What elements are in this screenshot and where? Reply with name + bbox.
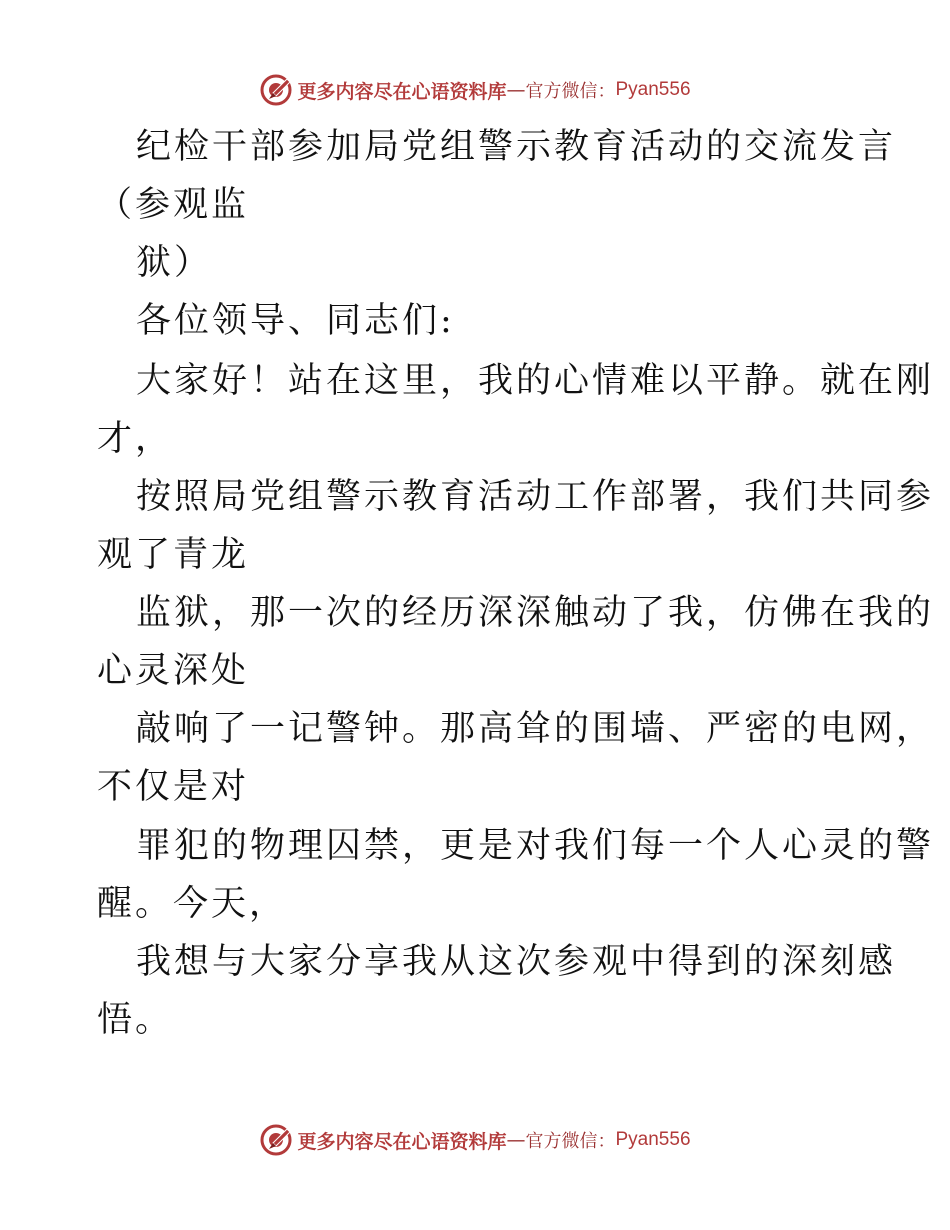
footer-banner-separator: — xyxy=(506,1129,526,1151)
salutation: 各位领导、同志们: xyxy=(136,301,455,341)
header-banner-label: 官方微信： xyxy=(525,81,616,102)
paragraph-line: 才， xyxy=(97,419,174,459)
paragraph-line: 罪犯的物理囚禁，更是对我们每一个人心灵的警 xyxy=(136,826,935,866)
pen-logo-icon xyxy=(259,73,293,107)
paragraph-line: 大家好！站在这里，我的心情难以平静。就在刚 xyxy=(136,361,935,401)
footer-banner-title: 更多内容尽在心语资料库 xyxy=(297,1130,507,1153)
header-banner-separator: — xyxy=(506,79,526,101)
paragraph-line: 我想与大家分享我从这次参观中得到的深刻感 xyxy=(136,942,897,982)
paragraph-line: 按照局党组警示教育活动工作部署，我们共同参 xyxy=(136,477,935,517)
footer-banner-wechat-id: Pyan556 xyxy=(615,1129,691,1150)
paragraph-line: 心灵深处 xyxy=(97,651,250,691)
paragraph-line: 不仅是对 xyxy=(97,767,250,807)
header-banner-title: 更多内容尽在心语资料库 xyxy=(297,80,507,103)
header-banner-wechat-id: Pyan556 xyxy=(615,79,691,100)
document-title-line-3: 狱） xyxy=(136,243,213,283)
paragraph-line: 醒。今天， xyxy=(97,884,288,924)
pen-logo-icon xyxy=(259,1123,293,1157)
paragraph-line: 敲响了一记警钟。那高耸的围墙、严密的电网， xyxy=(136,709,935,749)
paragraph-line: 悟。 xyxy=(97,1000,174,1040)
paragraph-line: 监狱，那一次的经历深深触动了我，仿佛在我的 xyxy=(136,593,935,633)
footer-banner xyxy=(0,1120,950,1160)
header-banner xyxy=(0,70,950,110)
paragraph-line: 观了青龙 xyxy=(97,535,250,575)
document-title-line-2: （参观监 xyxy=(97,185,250,225)
footer-banner-label: 官方微信： xyxy=(525,1131,616,1152)
document-title-line-1: 纪检干部参加局党组警示教育活动的交流发言 xyxy=(136,127,897,167)
